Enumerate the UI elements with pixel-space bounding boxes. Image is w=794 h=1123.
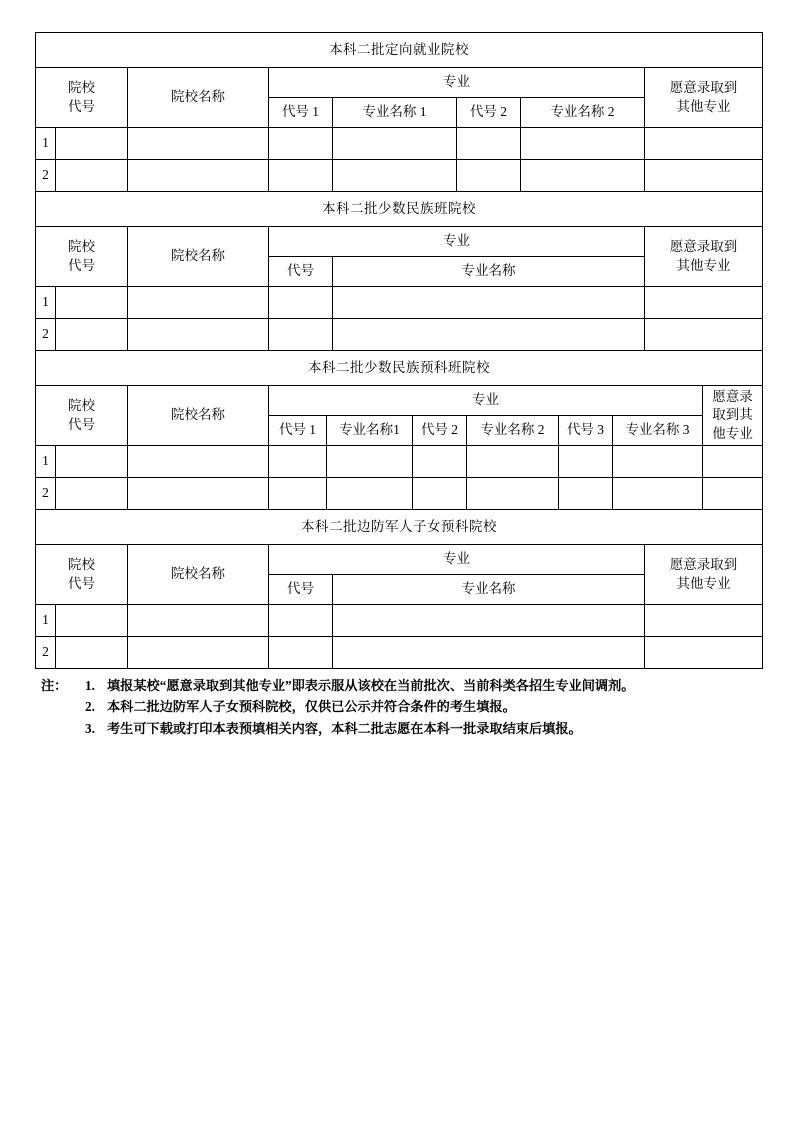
cell-major-code-3[interactable] [559,478,613,510]
header-major-name-1: 专业名称1 [327,416,413,446]
cell-major-name[interactable] [333,319,645,351]
section-title-row [36,510,763,545]
section-title-directed-employment: 本科二批定向就业院校 [36,33,763,68]
cell-major-code-2[interactable] [413,478,467,510]
header-school-code [36,386,128,446]
header-willing-line1: 愿意录取到 [669,239,738,255]
header-row-top [36,386,763,416]
cell-school-code[interactable] [56,319,128,351]
cell-major-name-3[interactable] [613,478,703,510]
cell-major-code-2[interactable] [413,446,467,478]
cell-school-name[interactable] [128,478,269,510]
cell-major-name-1[interactable] [333,128,457,160]
header-major-code: 代号 [269,575,333,605]
header-willing-line2: 其他专业 [676,575,731,591]
cell-willing-other-major[interactable] [703,446,763,478]
note-number: 3. [85,720,95,736]
section-table-minority-prep-class [35,350,763,510]
cell-major-code-1[interactable] [269,128,333,160]
header-school-name: 院校名称 [128,68,269,128]
cell-major-code[interactable] [269,319,333,351]
header-major-group: 专业 [269,386,703,416]
cell-willing-other-major[interactable] [645,319,763,351]
cell-willing-other-major[interactable] [645,637,763,669]
note-item [41,675,762,696]
header-willing-line3: 他专业 [712,425,753,441]
header-major-name-1: 专业名称 1 [333,98,457,128]
cell-school-name[interactable] [128,637,269,669]
cell-major-code[interactable] [269,637,333,669]
section-title-minority-prep-class: 本科二批少数民族预科班院校 [36,351,763,386]
cell-major-name-2[interactable] [467,446,559,478]
header-willing-line1: 愿意录取到 [669,80,738,96]
table-row [36,160,763,192]
section-table-border-defense-prep [35,509,763,669]
row-number: 1 [36,128,56,160]
cell-major-name-2[interactable] [521,160,645,192]
row-number: 1 [36,446,56,478]
header-row-top [36,227,763,257]
header-major-group: 专业 [269,68,645,98]
cell-willing-other-major[interactable] [645,287,763,319]
header-school-code-line2: 代号 [68,98,95,114]
note-text: 填报某校“愿意录取到其他专业”即表示服从该校在当前批次、当前科类各招生专业间调剂。 [107,678,635,693]
header-willing-other-major [645,68,763,128]
header-major-code-2: 代号 2 [413,416,467,446]
cell-major-name-1[interactable] [327,446,413,478]
section-title-minority-class: 本科二批少数民族班院校 [36,192,763,227]
cell-major-code-1[interactable] [269,446,327,478]
cell-major-code-3[interactable] [559,446,613,478]
cell-major-name[interactable] [333,605,645,637]
cell-major-name-2[interactable] [467,478,559,510]
header-row-top [36,545,763,575]
note-number: 2. [85,699,95,715]
table-row [36,319,763,351]
cell-major-code-1[interactable] [269,478,327,510]
header-willing-other-major [703,386,763,446]
header-willing-line2: 其他专业 [676,257,731,273]
header-major-name-3: 专业名称 3 [613,416,703,446]
header-school-name: 院校名称 [128,545,269,605]
note-text: 考生可下载或打印本表预填相关内容，本科二批志愿在本科一批录取结束后填报。 [107,720,582,736]
header-willing-line2: 取到其 [712,407,753,423]
cell-school-code[interactable] [56,128,128,160]
header-willing-other-major [645,227,763,287]
section-table-directed-employment [35,32,763,192]
cell-school-code[interactable] [56,446,128,478]
table-row [36,637,763,669]
header-school-code-line1: 院校 [68,398,95,414]
header-willing-line1: 愿意录 [712,389,753,405]
header-major-code-2: 代号 2 [457,98,521,128]
table-row [36,446,763,478]
row-number: 2 [36,160,56,192]
row-number: 1 [36,605,56,637]
section-title-row [36,33,763,68]
cell-school-code[interactable] [56,605,128,637]
table-row [36,287,763,319]
cell-school-code[interactable] [56,637,128,669]
cell-major-code-2[interactable] [457,128,521,160]
note-item [41,696,762,717]
row-number: 2 [36,319,56,351]
header-major-code-1: 代号 1 [269,98,333,128]
header-school-code-line2: 代号 [68,416,95,432]
section-title-border-defense-prep: 本科二批边防军人子女预科院校 [36,510,763,545]
header-major-code: 代号 [269,257,333,287]
header-school-name: 院校名称 [128,386,269,446]
header-school-code-line2: 代号 [68,257,95,273]
cell-major-name-1[interactable] [327,478,413,510]
header-school-code [36,545,128,605]
cell-major-name[interactable] [333,287,645,319]
header-willing-other-major [645,545,763,605]
cell-school-name[interactable] [128,128,269,160]
cell-major-name-1[interactable] [333,160,457,192]
cell-willing-other-major[interactable] [645,605,763,637]
header-willing-line1: 愿意录取到 [669,557,738,573]
section-title-row [36,192,763,227]
cell-school-code[interactable] [56,160,128,192]
cell-major-code-2[interactable] [457,160,521,192]
cell-major-name-3[interactable] [613,446,703,478]
header-row-top [36,68,763,98]
cell-willing-other-major[interactable] [645,160,763,192]
cell-school-name[interactable] [128,605,269,637]
header-school-code-line1: 院校 [68,80,95,96]
cell-school-name[interactable] [128,160,269,192]
header-major-name: 专业名称 [333,575,645,605]
cell-willing-other-major[interactable] [703,478,763,510]
notes-block [35,675,762,739]
cell-school-code[interactable] [56,287,128,319]
header-school-code [36,68,128,128]
cell-willing-other-major[interactable] [645,128,763,160]
header-school-code [36,227,128,287]
cell-school-name[interactable] [128,287,269,319]
cell-major-code[interactable] [269,287,333,319]
header-major-name: 专业名称 [333,257,645,287]
notes-label: 注： [41,678,68,693]
table-row [36,128,763,160]
cell-school-name[interactable] [128,446,269,478]
cell-school-name[interactable] [128,319,269,351]
header-school-code-line1: 院校 [68,557,95,573]
section-title-row [36,351,763,386]
header-school-code-line2: 代号 [68,575,95,591]
row-number: 2 [36,478,56,510]
header-major-group: 专业 [269,545,645,575]
header-major-code-1: 代号 1 [269,416,327,446]
table-row [36,605,763,637]
header-school-code-line1: 院校 [68,239,95,255]
cell-major-code[interactable] [269,605,333,637]
row-number: 1 [36,287,56,319]
cell-major-name-2[interactable] [521,128,645,160]
header-major-group: 专业 [269,227,645,257]
header-willing-line2: 其他专业 [676,98,731,114]
note-text: 本科二批边防军人子女预科院校，仅供已公示并符合条件的考生填报。 [107,699,516,715]
table-row [36,478,763,510]
section-table-minority-class [35,191,763,351]
header-major-name-2: 专业名称 2 [521,98,645,128]
header-major-code-3: 代号 3 [559,416,613,446]
note-number: 1. [85,678,95,693]
cell-major-code-1[interactable] [269,160,333,192]
form-tables-stack [35,32,762,669]
cell-major-name[interactable] [333,637,645,669]
cell-school-code[interactable] [56,478,128,510]
row-number: 2 [36,637,56,669]
note-item [41,718,762,739]
header-major-name-2: 专业名称 2 [467,416,559,446]
header-school-name: 院校名称 [128,227,269,287]
